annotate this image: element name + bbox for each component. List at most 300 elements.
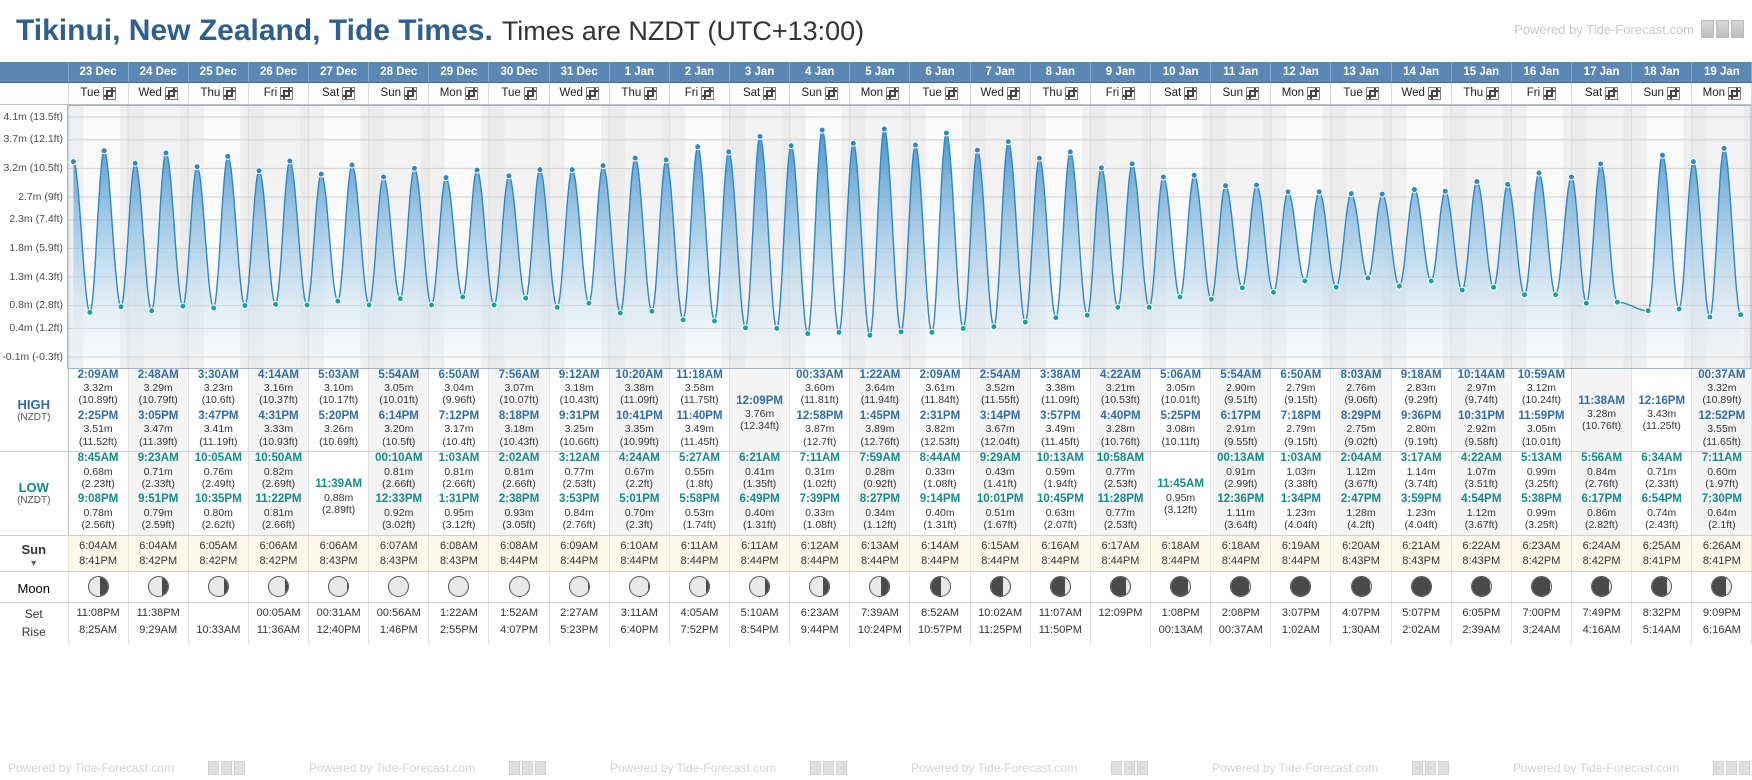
- weekday-header-4[interactable]: [309, 82, 369, 104]
- low-tide-time: 11:28PM: [1097, 493, 1144, 506]
- high-tide-time: 12:16PM: [1638, 394, 1686, 407]
- weekday-header-24[interactable]: [1511, 82, 1571, 104]
- expand-icon[interactable]: [945, 87, 958, 100]
- expand-icon[interactable]: [1667, 87, 1680, 100]
- moon-phase-icon: [1711, 576, 1732, 597]
- high-tide-height-m: 2.97m: [1466, 382, 1496, 395]
- low-tide-height-m: 0.51m: [985, 507, 1015, 519]
- low-tide-event: [129, 493, 188, 531]
- weekday-header-7[interactable]: [489, 82, 549, 104]
- moon-shadow: [347, 577, 349, 596]
- low-tide-height-m: 0.77m: [564, 465, 594, 478]
- low-tide-height-ft: (2.62ft): [201, 519, 235, 532]
- low-tide-time: 5:56AM: [1581, 452, 1623, 465]
- low-tide-height-ft: (2.07ft): [1043, 519, 1077, 532]
- high-tide-event: [550, 369, 609, 407]
- weekday-header-20[interactable]: [1271, 82, 1331, 104]
- moon-setrise-cell-14: [910, 603, 970, 646]
- moonrise-time: 11:50PM: [1038, 623, 1082, 636]
- weekday-header-11[interactable]: [730, 82, 790, 104]
- low-tide-cell-5: [369, 452, 429, 536]
- low-tide-cell-14: [910, 452, 970, 536]
- weekday-header-1[interactable]: [128, 82, 188, 104]
- moonset-time: 1:22AM: [439, 607, 478, 620]
- low-tide-height-ft: (2.23ft): [81, 478, 115, 491]
- flag-icon-1[interactable]: [1701, 20, 1714, 38]
- weekday-header-21[interactable]: [1331, 82, 1391, 104]
- weekday-header-10[interactable]: [669, 82, 729, 104]
- page-title: Tikinui, New Zealand, Tide Times.: [16, 14, 493, 47]
- footer-watermark-bar: [0, 758, 1752, 780]
- low-tide-time: 9:51PM: [138, 493, 179, 506]
- low-tide-event: [189, 493, 248, 531]
- weekday-label: Wed: [138, 87, 162, 99]
- low-tide-height-m: 1.07m: [1466, 465, 1496, 478]
- date-header-21: 13 Jan: [1331, 62, 1391, 82]
- weekday-header-6[interactable]: [429, 82, 489, 104]
- weekday-label: Wed: [559, 87, 583, 99]
- moon-phase-icon: [388, 576, 409, 597]
- weekday-header-25[interactable]: [1572, 82, 1632, 104]
- sunset-time: 8:43PM: [1462, 554, 1501, 567]
- high-tide-event: [1692, 369, 1751, 407]
- high-tide-height-m: 3.29m: [143, 382, 173, 395]
- high-tide-cell-14: [910, 369, 970, 452]
- high-tide-height-m: 3.17m: [444, 423, 474, 436]
- weekday-header-5[interactable]: [369, 82, 429, 104]
- weekday-header-18[interactable]: [1151, 82, 1211, 104]
- low-tide-event: [730, 452, 789, 490]
- high-tide-height-m: 3.49m: [1045, 423, 1075, 436]
- expand-icon[interactable]: [1728, 87, 1741, 100]
- low-tide-cell-6: [429, 452, 489, 536]
- low-tide-height-ft: (2.66ft): [502, 478, 536, 491]
- sunset-time: 8:44PM: [1281, 554, 1320, 567]
- high-tide-cell-18: [1151, 369, 1211, 452]
- sunrise-time: 6:25AM: [1642, 539, 1681, 552]
- watermark-flags: [1111, 761, 1148, 775]
- high-tide-event: [429, 369, 488, 407]
- high-tide-height-ft: (11.25ft): [1642, 420, 1681, 433]
- y-tick-label: 2.7m (9ft): [18, 190, 63, 203]
- high-tide-height-ft: (11.84ft): [920, 394, 960, 407]
- set-label-text: Set: [24, 607, 43, 622]
- y-tick-label: 0.4m (1.2ft): [9, 321, 63, 334]
- expand-icon[interactable]: [644, 87, 657, 100]
- moon-cell-1: [128, 572, 188, 603]
- date-header-2: 25 Dec: [188, 62, 248, 82]
- low-tide-time: 10:13AM: [1036, 452, 1084, 465]
- weekday-header-16[interactable]: [1030, 82, 1090, 104]
- moonrise-time: 2:55PM: [439, 623, 478, 636]
- high-tide-height-m: 3.12m: [1526, 382, 1557, 395]
- date-header-4: 27 Dec: [309, 62, 369, 82]
- low-tide-cell-17: [1090, 452, 1150, 536]
- low-tide-event: [610, 452, 669, 490]
- date-header-24: 16 Jan: [1511, 62, 1571, 82]
- weekday-header-12[interactable]: [790, 82, 850, 104]
- high-tide-event: [369, 410, 428, 448]
- high-tide-event: [129, 410, 188, 448]
- weekday-header-17[interactable]: [1090, 82, 1150, 104]
- page-subtitle: Times are NZDT (UTC+13:00): [501, 15, 865, 46]
- low-tide-height-ft: (2.76ft): [562, 519, 596, 532]
- high-tide-event: [1452, 369, 1511, 407]
- low-tide-event: [1692, 493, 1751, 531]
- high-tide-cell-4: [309, 369, 369, 452]
- high-tide-time: 2:54AM: [979, 368, 1021, 381]
- sunset-time: 8:41PM: [1642, 554, 1681, 567]
- date-header-12: 4 Jan: [790, 62, 850, 82]
- expand-icon[interactable]: [1007, 87, 1020, 100]
- sunset-time: 8:42PM: [1582, 554, 1621, 567]
- sunset-time: 8:42PM: [139, 554, 178, 567]
- sunrise-time: 6:14AM: [921, 539, 959, 552]
- low-tide-event: [730, 493, 789, 531]
- expand-icon[interactable]: [465, 87, 478, 100]
- moon-setrise-cell-22: [1391, 603, 1451, 646]
- high-tide-cell-19: [1211, 369, 1271, 452]
- expand-icon[interactable]: [1184, 87, 1197, 100]
- flag-icon-3: [1739, 761, 1750, 775]
- weekday-header-19[interactable]: [1211, 82, 1271, 104]
- moonset-time: 4:07PM: [1342, 607, 1380, 620]
- moon-phase-icon: [88, 576, 109, 597]
- high-tide-time: 9:36PM: [1401, 409, 1442, 422]
- weekday-header-13[interactable]: [850, 82, 910, 104]
- low-tide-height-m: 0.77m: [1105, 465, 1136, 478]
- high-tide-height-m: 3.61m: [925, 382, 955, 395]
- date-header-15: 7 Jan: [970, 62, 1030, 82]
- expand-icon[interactable]: [1307, 87, 1320, 100]
- high-tide-time: 2:48AM: [137, 368, 179, 381]
- low-tide-event: [429, 452, 488, 490]
- moon-setrise-cell-4: [309, 603, 369, 646]
- moon-setrise-cell-0: [68, 603, 128, 646]
- expand-icon[interactable]: [586, 87, 599, 100]
- high-tide-time: 2:25PM: [77, 409, 119, 422]
- flag-icon-2[interactable]: [1716, 20, 1729, 38]
- moon-shadow: [162, 577, 168, 596]
- high-tide-height-ft: (11.09ft): [620, 394, 659, 407]
- low-tide-height-ft: (2.89ft): [322, 504, 356, 517]
- high-tide-height-m: 3.41m: [203, 423, 233, 436]
- sunset-time: 8:44PM: [1221, 554, 1260, 567]
- moon-setrise-cell-25: [1572, 603, 1632, 646]
- moon-cell-8: [549, 572, 609, 603]
- low-tide-height-ft: (2.3ft): [625, 519, 654, 532]
- high-tide-height-ft: (10.99ft): [619, 435, 659, 448]
- moonrise-time: 4:16AM: [1582, 623, 1621, 636]
- low-tide-time: 5:38PM: [1521, 493, 1562, 506]
- weekday-header-0[interactable]: [68, 82, 128, 104]
- low-tide-height-ft: (2.66ft): [261, 519, 296, 532]
- high-tide-time: 7:18PM: [1280, 409, 1322, 422]
- flag-icon-3: [836, 761, 847, 775]
- flag-icon-3: [535, 761, 546, 775]
- moon-shadow: [1291, 577, 1309, 596]
- high-tide-time: 11:38AM: [1578, 394, 1625, 407]
- expand-icon[interactable]: [280, 87, 293, 100]
- low-tide-cell-22: [1391, 452, 1451, 536]
- low-tide-height-m: 0.28m: [865, 465, 895, 478]
- moon-shadow: [100, 577, 107, 596]
- low-tide-height-ft: (3.12ft): [1163, 504, 1198, 517]
- low-tide-height-m: 0.99m: [1526, 465, 1557, 478]
- high-tide-cell-5: [369, 369, 429, 452]
- high-tide-height-m: 3.64m: [865, 382, 895, 395]
- high-tide-cell-17: [1090, 369, 1150, 452]
- high-tide-cell-15: [970, 369, 1030, 452]
- expand-icon[interactable]: [825, 87, 838, 100]
- moon-phase-icon: [1290, 576, 1311, 597]
- high-tide-event: [1632, 395, 1691, 433]
- weekday-header-22[interactable]: [1391, 82, 1451, 104]
- expand-icon[interactable]: [1605, 87, 1618, 100]
- high-tide-event: [489, 369, 548, 407]
- sunrise-time: 6:24AM: [1582, 539, 1621, 552]
- low-tide-time: 6:34AM: [1641, 452, 1683, 465]
- low-tide-time: 1:03AM: [1280, 452, 1322, 465]
- high-tide-height-ft: (10.69ft): [319, 435, 359, 448]
- sunset-time: 8:43PM: [1402, 554, 1441, 567]
- weekday-header-8[interactable]: [549, 82, 609, 104]
- weekday-header-14[interactable]: [910, 82, 970, 104]
- high-tide-time: 10:59AM: [1517, 368, 1566, 381]
- weekday-header-26[interactable]: [1632, 82, 1692, 104]
- date-header-25: 17 Jan: [1572, 62, 1632, 82]
- sunrise-time: 6:20AM: [1342, 539, 1380, 552]
- moon-cell-5: [369, 572, 429, 603]
- high-tide-height-ft: (10.5ft): [382, 435, 416, 448]
- high-tide-time: 3:14PM: [980, 409, 1021, 422]
- sun-cell-23: [1451, 535, 1511, 572]
- high-tide-cell-10: [669, 369, 729, 452]
- sun-cell-10: [669, 535, 729, 572]
- expand-icon[interactable]: [886, 87, 899, 100]
- high-tide-height-ft: (11.45ft): [680, 435, 719, 448]
- sunrise-time: 6:11AM: [741, 539, 779, 552]
- expand-icon[interactable]: [404, 87, 417, 100]
- high-tide-height-ft: (11.52ft): [78, 435, 118, 448]
- high-tide-cell-12: [790, 369, 850, 452]
- high-tide-time: 5:20PM: [318, 409, 359, 422]
- moon-setrise-cell-3: [248, 603, 308, 646]
- powered-by-label: Powered by Tide-Forecast.com: [1514, 22, 1694, 37]
- high-tide-time: 9:12AM: [558, 368, 600, 381]
- low-tide-height-ft: (1.31ft): [742, 519, 777, 532]
- expand-icon[interactable]: [1428, 87, 1441, 100]
- low-tide-time: 7:59AM: [859, 452, 901, 465]
- low-tide-height-ft: (2.33ft): [1645, 478, 1679, 491]
- weekday-header-2[interactable]: [188, 82, 248, 104]
- sunset-time: 8:43PM: [1342, 554, 1380, 567]
- expand-icon[interactable]: [1122, 87, 1135, 100]
- low-tide-height-ft: (3.74ft): [1404, 478, 1438, 491]
- moon-cell-26: [1632, 572, 1692, 603]
- moon-phase-icon: [1531, 576, 1552, 597]
- weekday-label: Mon: [439, 87, 463, 99]
- moonrise-time: 9:44PM: [800, 623, 839, 636]
- low-tide-event: [550, 493, 609, 531]
- expand-icon[interactable]: [524, 87, 537, 100]
- weekday-label: Fri: [1526, 87, 1541, 99]
- high-tide-height-m: 3.23m: [203, 382, 233, 395]
- low-tide-height-ft: (1.31ft): [923, 519, 957, 532]
- low-tide-cell-2: [188, 452, 248, 536]
- date-header-10: 2 Jan: [669, 62, 729, 82]
- low-tide-cell-9: [609, 452, 669, 536]
- chevron-down-icon[interactable]: ▼: [29, 557, 39, 568]
- high-tide-event: [850, 410, 909, 448]
- low-tide-height-m: 1.12m: [1466, 507, 1496, 519]
- high-tide-height-m: 3.05m: [384, 382, 414, 395]
- expand-icon[interactable]: [1246, 87, 1259, 100]
- expand-icon[interactable]: [1486, 87, 1499, 100]
- sun-cell-19: [1211, 535, 1271, 572]
- sun-label[interactable]: [0, 535, 68, 572]
- low-label-tz: (NZDT): [17, 495, 51, 507]
- high-tide-height-m: 3.82m: [925, 423, 955, 436]
- high-tide-time: 10:14AM: [1457, 368, 1505, 381]
- watermark-flags: [509, 761, 546, 775]
- low-tide-height-m: 1.28m: [1346, 507, 1376, 519]
- watermark-text: Powered by Tide-Forecast.com: [911, 761, 1078, 775]
- weekday-header-3[interactable]: [248, 82, 308, 104]
- low-tide-time: 11:39AM: [315, 478, 362, 491]
- sun-cell-24: [1511, 535, 1571, 572]
- expand-icon[interactable]: [1366, 87, 1379, 100]
- low-tide-time: 4:24AM: [618, 452, 660, 465]
- high-tide-height-m: 3.51m: [83, 423, 113, 436]
- sun-cell-26: [1632, 535, 1692, 572]
- low-tide-height-m: 0.71m: [1647, 465, 1677, 478]
- moonset-time: 7:00PM: [1522, 607, 1561, 620]
- moonset-time: 11:38PM: [136, 607, 180, 620]
- weekday-label: Thu: [621, 87, 642, 99]
- moonset-time: 10:02AM: [978, 607, 1023, 620]
- low-tide-time: 1:03AM: [438, 452, 480, 465]
- low-tide-event: [1572, 493, 1631, 531]
- sun-cell-14: [910, 535, 970, 572]
- expand-icon[interactable]: [1543, 87, 1556, 100]
- low-tide-height-m: 0.78m: [83, 507, 113, 519]
- low-tide-height-ft: (1.12ft): [863, 519, 897, 532]
- high-tide-height-m: 3.55m: [1707, 423, 1737, 436]
- moon-setrise-cell-8: [549, 603, 609, 646]
- sun-cell-15: [970, 535, 1030, 572]
- moon-cell-22: [1391, 572, 1451, 603]
- weekday-header-23[interactable]: [1451, 82, 1511, 104]
- low-tide-height-m: 0.77m: [1105, 507, 1136, 519]
- date-header-5: 28 Dec: [369, 62, 429, 82]
- expand-icon[interactable]: [701, 87, 714, 100]
- low-tide-height-ft: (2.76ft): [1584, 478, 1619, 491]
- moonset-time: 9:09PM: [1702, 607, 1741, 620]
- low-tide-height-ft: (3.12ft): [442, 519, 476, 532]
- low-tide-event: [1392, 452, 1451, 490]
- sunset-time: 8:44PM: [1101, 554, 1140, 567]
- low-tide-cell-0: [68, 452, 128, 536]
- high-tide-height-m: 3.32m: [1707, 382, 1737, 395]
- moon-cell-4: [309, 572, 369, 603]
- moon-shadow: [881, 577, 890, 596]
- language-flags[interactable]: [1701, 20, 1744, 38]
- sunrise-time: 6:18AM: [1221, 539, 1260, 552]
- high-tide-time: 5:54AM: [378, 368, 420, 381]
- high-tide-height-m: 2.79m: [1286, 423, 1316, 436]
- weekday-label: Tue: [1343, 87, 1363, 99]
- expand-icon[interactable]: [103, 87, 116, 100]
- low-tide-event: [1271, 493, 1330, 531]
- flag-icon-3[interactable]: [1731, 20, 1744, 38]
- high-tide-event: [1271, 410, 1330, 448]
- high-tide-height-m: 3.38m: [624, 382, 654, 395]
- low-tide-event: [790, 452, 849, 490]
- high-tide-time: 8:29PM: [1340, 409, 1382, 422]
- moon-cell-11: [730, 572, 790, 603]
- high-tide-cell-22: [1391, 369, 1451, 452]
- expand-icon[interactable]: [1065, 87, 1078, 100]
- low-tide-height-ft: (1.02ft): [803, 478, 837, 491]
- flag-icon-1: [208, 761, 219, 775]
- low-tide-cell-13: [850, 452, 910, 536]
- high-tide-event: [129, 369, 188, 407]
- expand-icon[interactable]: [342, 87, 355, 100]
- high-tide-event: [1211, 369, 1270, 407]
- expand-icon[interactable]: [223, 87, 236, 100]
- high-tide-time: 3:38AM: [1039, 368, 1081, 381]
- sun-cell-8: [549, 535, 609, 572]
- high-tide-height-m: 3.28m: [1105, 423, 1136, 436]
- moon-cell-18: [1151, 572, 1211, 603]
- moon-cell-21: [1331, 572, 1391, 603]
- high-tide-height-m: 3.60m: [805, 382, 835, 395]
- high-tide-height-m: 3.38m: [1045, 382, 1075, 395]
- moon-cell-6: [429, 572, 489, 603]
- weekday-header-9[interactable]: [609, 82, 669, 104]
- low-tide-height-m: 0.43m: [985, 465, 1015, 478]
- moon-shadow: [1532, 577, 1550, 596]
- date-header-8: 31 Dec: [549, 62, 609, 82]
- weekday-header-27[interactable]: [1692, 82, 1752, 104]
- low-tide-event: [850, 452, 909, 490]
- moonset-time: [189, 605, 248, 622]
- moonset-time: 00:05AM: [256, 607, 301, 620]
- low-tide-time: 7:30PM: [1701, 493, 1742, 506]
- expand-icon[interactable]: [165, 87, 178, 100]
- high-tide-time: 7:12PM: [438, 409, 480, 422]
- moonset-time: 2:08PM: [1221, 607, 1260, 620]
- low-tide-cell-4: [309, 452, 369, 536]
- expand-icon[interactable]: [763, 87, 776, 100]
- low-tide-height-ft: (1.35ft): [742, 478, 777, 491]
- sunrise-time: 6:19AM: [1281, 539, 1320, 552]
- low-tide-event: [1211, 493, 1270, 531]
- high-tide-cell-21: [1331, 369, 1391, 452]
- date-header-19: 11 Jan: [1211, 62, 1271, 82]
- moonrise-time: 12:40PM: [316, 623, 361, 636]
- sun-cell-5: [369, 535, 429, 572]
- moonrise-time: 1:02AM: [1281, 623, 1320, 636]
- weekday-header-15[interactable]: [970, 82, 1030, 104]
- watermark-text: Powered by Tide-Forecast.com: [309, 761, 476, 775]
- date-header-3: 26 Dec: [248, 62, 308, 82]
- low-tide-time: 8:27PM: [859, 493, 901, 506]
- moon-shadow: [648, 577, 649, 596]
- low-tide-height-m: 0.53m: [684, 507, 715, 519]
- high-tide-event: [489, 410, 548, 448]
